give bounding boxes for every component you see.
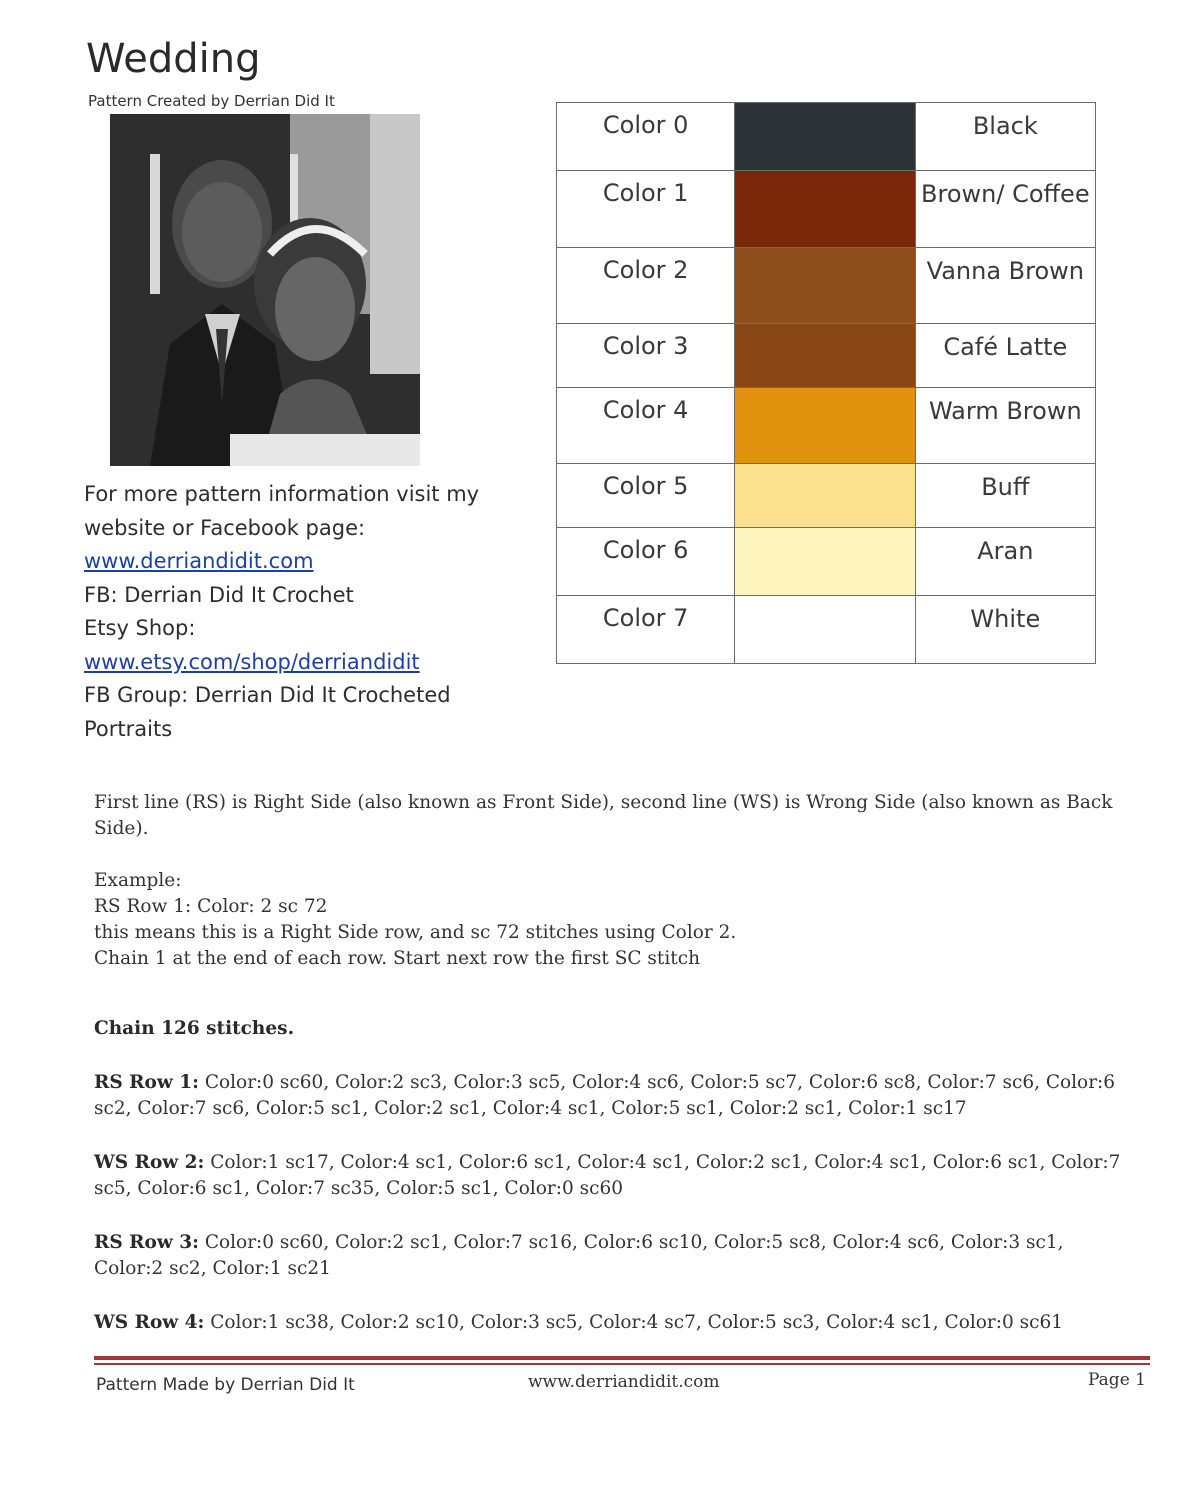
- color-label: Color 6: [557, 528, 735, 596]
- color-name: Café Latte: [915, 324, 1095, 388]
- color-swatch: [735, 528, 915, 596]
- footer-divider-thin: [94, 1363, 1150, 1365]
- color-key-table: [556, 102, 1096, 664]
- row-4: [94, 1310, 1134, 1336]
- intro-text: First line (RS) is Right Side (also known as Front Side), second line (WS) is Wrong Side (also known as Back Side).: [94, 792, 1113, 839]
- row-label: WS Row 2:: [94, 1152, 205, 1173]
- color-name: Vanna Brown: [915, 248, 1095, 324]
- website-link[interactable]: www.derriandidit.com: [84, 549, 314, 573]
- page-subtitle: Pattern Created by Derrian Did It: [88, 92, 335, 110]
- color-row: [557, 103, 1096, 171]
- row-label: WS Row 4:: [94, 1312, 205, 1333]
- group-line-1: FB Group: Derrian Did It Crocheted: [84, 683, 451, 707]
- facebook-info: FB: Derrian Did It Crochet: [84, 582, 354, 607]
- info-line-1: For more pattern information visit my: [84, 482, 480, 506]
- example-explanation: this means this is a Right Side row, and sc 72 stitches using Color 2.: [94, 922, 737, 943]
- example-chain-note: Chain 1 at the end of each row. Start next row the first SC stitch: [94, 948, 700, 969]
- row-text: Color:0 sc60, Color:2 sc1, Color:7 sc16, Color:6 sc10, Color:5 sc8, Color:4 sc6, Color:3 sc1, Color:2 sc2, Color:1 sc21: [94, 1232, 1064, 1279]
- example-row: RS Row 1: Color: 2 sc 72: [94, 896, 328, 917]
- color-swatch: [735, 248, 915, 324]
- row-label: RS Row 1:: [94, 1072, 199, 1093]
- chain-instruction: Chain 126 stitches.: [94, 1018, 295, 1039]
- etsy-link[interactable]: www.etsy.com/shop/derriandidit: [84, 649, 420, 674]
- color-row: [557, 528, 1096, 596]
- color-name: Brown/ Coffee: [915, 171, 1095, 248]
- row-text: Color:1 sc38, Color:2 sc10, Color:3 sc5, Color:4 sc7, Color:5 sc3, Color:4 sc1, Color:0 sc61: [204, 1312, 1064, 1333]
- group-line-2: Portraits: [84, 716, 173, 741]
- color-name: White: [915, 596, 1095, 664]
- wedding-portrait-image: [110, 114, 420, 466]
- row-text: Color:1 sc17, Color:4 sc1, Color:6 sc1, Color:4 sc1, Color:2 sc1, Color:4 sc1, Color:6 sc1, Color:7 sc5, Color:6 sc1, Color:7 sc35, Color:5 sc1, Color:0 sc60: [94, 1152, 1121, 1199]
- page-title: Wedding: [86, 36, 261, 82]
- info-line-2: website or Facebook page:: [84, 515, 366, 540]
- color-label: Color 3: [557, 324, 735, 388]
- example-label: Example:: [94, 870, 182, 891]
- contact-info: [84, 478, 544, 746]
- row-1: [94, 1070, 1134, 1122]
- color-name: Black: [915, 103, 1095, 171]
- etsy-label: Etsy Shop:: [84, 616, 196, 640]
- color-row: [557, 171, 1096, 248]
- color-label: Color 1: [557, 171, 735, 248]
- footer-website: www.derriandidit.com: [528, 1372, 720, 1392]
- color-label: Color 7: [557, 596, 735, 664]
- color-swatch: [735, 596, 915, 664]
- color-row: [557, 596, 1096, 664]
- footer-divider: [94, 1356, 1150, 1360]
- row-label: RS Row 3:: [94, 1232, 199, 1253]
- pattern-instructions: [94, 790, 1134, 1336]
- color-swatch: [735, 103, 915, 171]
- color-row: [557, 248, 1096, 324]
- portrait-illustration: [110, 114, 420, 466]
- page-number: Page 1: [1088, 1370, 1146, 1390]
- color-name: Aran: [915, 528, 1095, 596]
- color-swatch: [735, 464, 915, 528]
- row-2: [94, 1150, 1134, 1202]
- color-swatch: [735, 171, 915, 248]
- color-row: [557, 388, 1096, 464]
- row-3: [94, 1230, 1134, 1282]
- color-name: Warm Brown: [915, 388, 1095, 464]
- color-swatch: [735, 388, 915, 464]
- color-label: Color 0: [557, 103, 735, 171]
- row-text: Color:0 sc60, Color:2 sc3, Color:3 sc5, Color:4 sc6, Color:5 sc7, Color:6 sc8, Color:7 sc6, Color:6 sc2, Color:7 sc6, Color:5 sc1, Color:2 sc1, Color:4 sc1, Color:5 sc1, Color:2 sc1, Color:1 sc17: [94, 1072, 1116, 1119]
- color-swatch: [735, 324, 915, 388]
- color-label: Color 2: [557, 248, 735, 324]
- color-row: [557, 464, 1096, 528]
- color-label: Color 5: [557, 464, 735, 528]
- color-name: Buff: [915, 464, 1095, 528]
- color-row: [557, 324, 1096, 388]
- color-label: Color 4: [557, 388, 735, 464]
- footer-credit: Pattern Made by Derrian Did It: [96, 1375, 355, 1395]
